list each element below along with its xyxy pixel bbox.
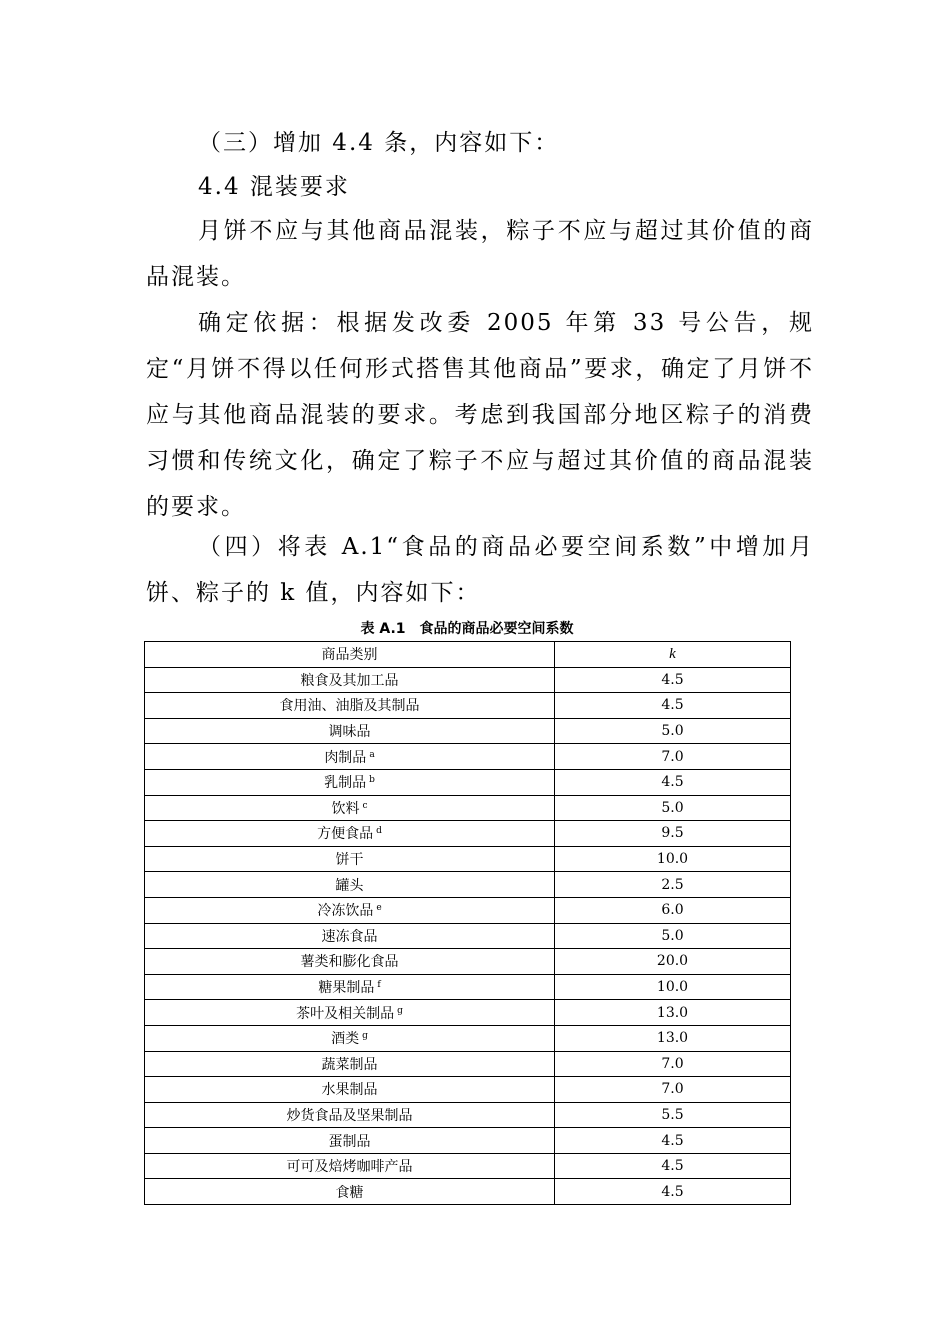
category-cell	[145, 821, 555, 847]
table-row	[145, 923, 791, 949]
category-cell	[145, 974, 555, 1000]
footnote-marker: g	[362, 1031, 368, 1042]
table-row	[145, 1153, 791, 1179]
k-value-cell: 20.0	[555, 949, 791, 975]
k-value-cell: 6.0	[555, 897, 791, 923]
category-name: 茶叶及相关制品	[296, 1005, 395, 1022]
table-row	[145, 1077, 791, 1103]
table-row	[145, 795, 791, 821]
table-row	[145, 1102, 791, 1128]
category-name: 调味品	[328, 724, 371, 741]
footnote-marker: c	[362, 800, 368, 811]
table-row	[145, 872, 791, 898]
category-cell	[145, 795, 555, 821]
basis-paragraph: 确定依据：根据发改委 2005 年第 33 号公告，规定“月饼不得以任何形式搭售其他商品”要求，确定了月饼不应与其他商品混装的要求。考虑到我国部分地区粽子的消费习惯和传统文化，确定了粽子不应与超过其价值的商品混装的要求。	[146, 310, 814, 520]
category-cell	[145, 846, 555, 872]
category-cell	[145, 693, 555, 719]
table-row	[145, 974, 791, 1000]
category-name: 可可及焙烤咖啡产品	[286, 1159, 413, 1176]
category-name: 冷冻饮品	[317, 903, 374, 920]
table-row	[145, 693, 791, 719]
table-row	[145, 1179, 791, 1205]
k-value-cell: 4.5	[555, 1128, 791, 1154]
k-value-table	[144, 641, 791, 1205]
header-k: k	[555, 642, 791, 668]
table-row	[145, 846, 791, 872]
category-name: 炒货食品及坚果制品	[286, 1107, 413, 1124]
category-cell	[145, 718, 555, 744]
table-row	[145, 897, 791, 923]
category-cell	[145, 897, 555, 923]
k-value-cell: 5.0	[555, 718, 791, 744]
k-value-cell: 5.5	[555, 1102, 791, 1128]
k-value-cell: 4.5	[555, 769, 791, 795]
category-name: 罐头	[335, 877, 364, 894]
footnote-marker: g	[397, 1005, 403, 1016]
table-row	[145, 1000, 791, 1026]
k-value-cell: 4.5	[555, 1179, 791, 1205]
k-value-cell: 5.0	[555, 795, 791, 821]
footnote-marker: d	[376, 826, 382, 837]
k-value-cell: 4.5	[555, 693, 791, 719]
category-name: 乳制品	[324, 775, 367, 792]
category-cell	[145, 1179, 555, 1205]
category-cell	[145, 1077, 555, 1103]
k-value-cell: 4.5	[555, 667, 791, 693]
category-name: 糖果制品	[318, 980, 375, 997]
footnote-marker: b	[369, 775, 375, 786]
footnote-marker: f	[377, 980, 381, 991]
category-cell	[145, 1128, 555, 1154]
category-name: 食糖	[335, 1184, 364, 1201]
table-row	[145, 744, 791, 770]
header-category: 商品类别	[145, 642, 555, 668]
category-cell	[145, 1051, 555, 1077]
table-row	[145, 667, 791, 693]
category-cell	[145, 1025, 555, 1051]
k-value-cell: 5.0	[555, 923, 791, 949]
category-name: 方便食品	[317, 826, 374, 843]
table-row	[145, 949, 791, 975]
category-cell	[145, 872, 555, 898]
table-row	[145, 769, 791, 795]
table-row	[145, 1025, 791, 1051]
k-value-cell: 7.0	[555, 744, 791, 770]
category-name: 速冻食品	[321, 928, 378, 945]
table-row	[145, 718, 791, 744]
table-body	[145, 667, 791, 1204]
k-value-cell: 13.0	[555, 1025, 791, 1051]
category-name: 酒类	[331, 1031, 360, 1048]
footnote-marker: e	[376, 903, 382, 914]
k-value-cell: 10.0	[555, 974, 791, 1000]
category-cell	[145, 1153, 555, 1179]
category-name: 肉制品	[324, 749, 367, 766]
table-row	[145, 1051, 791, 1077]
category-name: 粮食及其加工品	[300, 672, 399, 689]
k-value-cell: 7.0	[555, 1077, 791, 1103]
category-cell	[145, 949, 555, 975]
footnote-marker: a	[369, 749, 375, 760]
section4-intro: （四）将表 A.1“食品的商品必要空间系数”中增加月饼、粽子的 k 值，内容如下：	[146, 534, 814, 606]
table-header-row	[145, 642, 791, 668]
k-value-cell: 7.0	[555, 1051, 791, 1077]
k-value-cell: 4.5	[555, 1153, 791, 1179]
table-caption: 表 A.1 食品的商品必要空间系数	[360, 621, 574, 637]
table-row	[145, 1128, 791, 1154]
k-value-cell: 2.5	[555, 872, 791, 898]
category-cell	[145, 769, 555, 795]
category-cell	[145, 744, 555, 770]
table-row	[145, 821, 791, 847]
category-name: 薯类和膨化食品	[300, 954, 399, 971]
clause-title: 4.4 混装要求	[198, 174, 350, 200]
k-value-cell: 9.5	[555, 821, 791, 847]
category-name: 饮料	[331, 800, 360, 817]
category-name: 蔬菜制品	[321, 1056, 378, 1073]
k-value-cell: 13.0	[555, 1000, 791, 1026]
category-cell	[145, 667, 555, 693]
category-name: 蛋制品	[328, 1133, 371, 1150]
category-cell	[145, 923, 555, 949]
category-cell	[145, 1102, 555, 1128]
category-name: 饼干	[335, 852, 364, 869]
requirement-paragraph: 月饼不应与其他商品混装，粽子不应与超过其价值的商品混装。	[146, 218, 814, 290]
k-value-cell: 10.0	[555, 846, 791, 872]
category-name: 水果制品	[321, 1082, 378, 1099]
category-name: 食用油、油脂及其制品	[279, 698, 420, 715]
category-cell	[145, 1000, 555, 1026]
section3-heading: （三）增加 4.4 条，内容如下：	[198, 130, 560, 156]
